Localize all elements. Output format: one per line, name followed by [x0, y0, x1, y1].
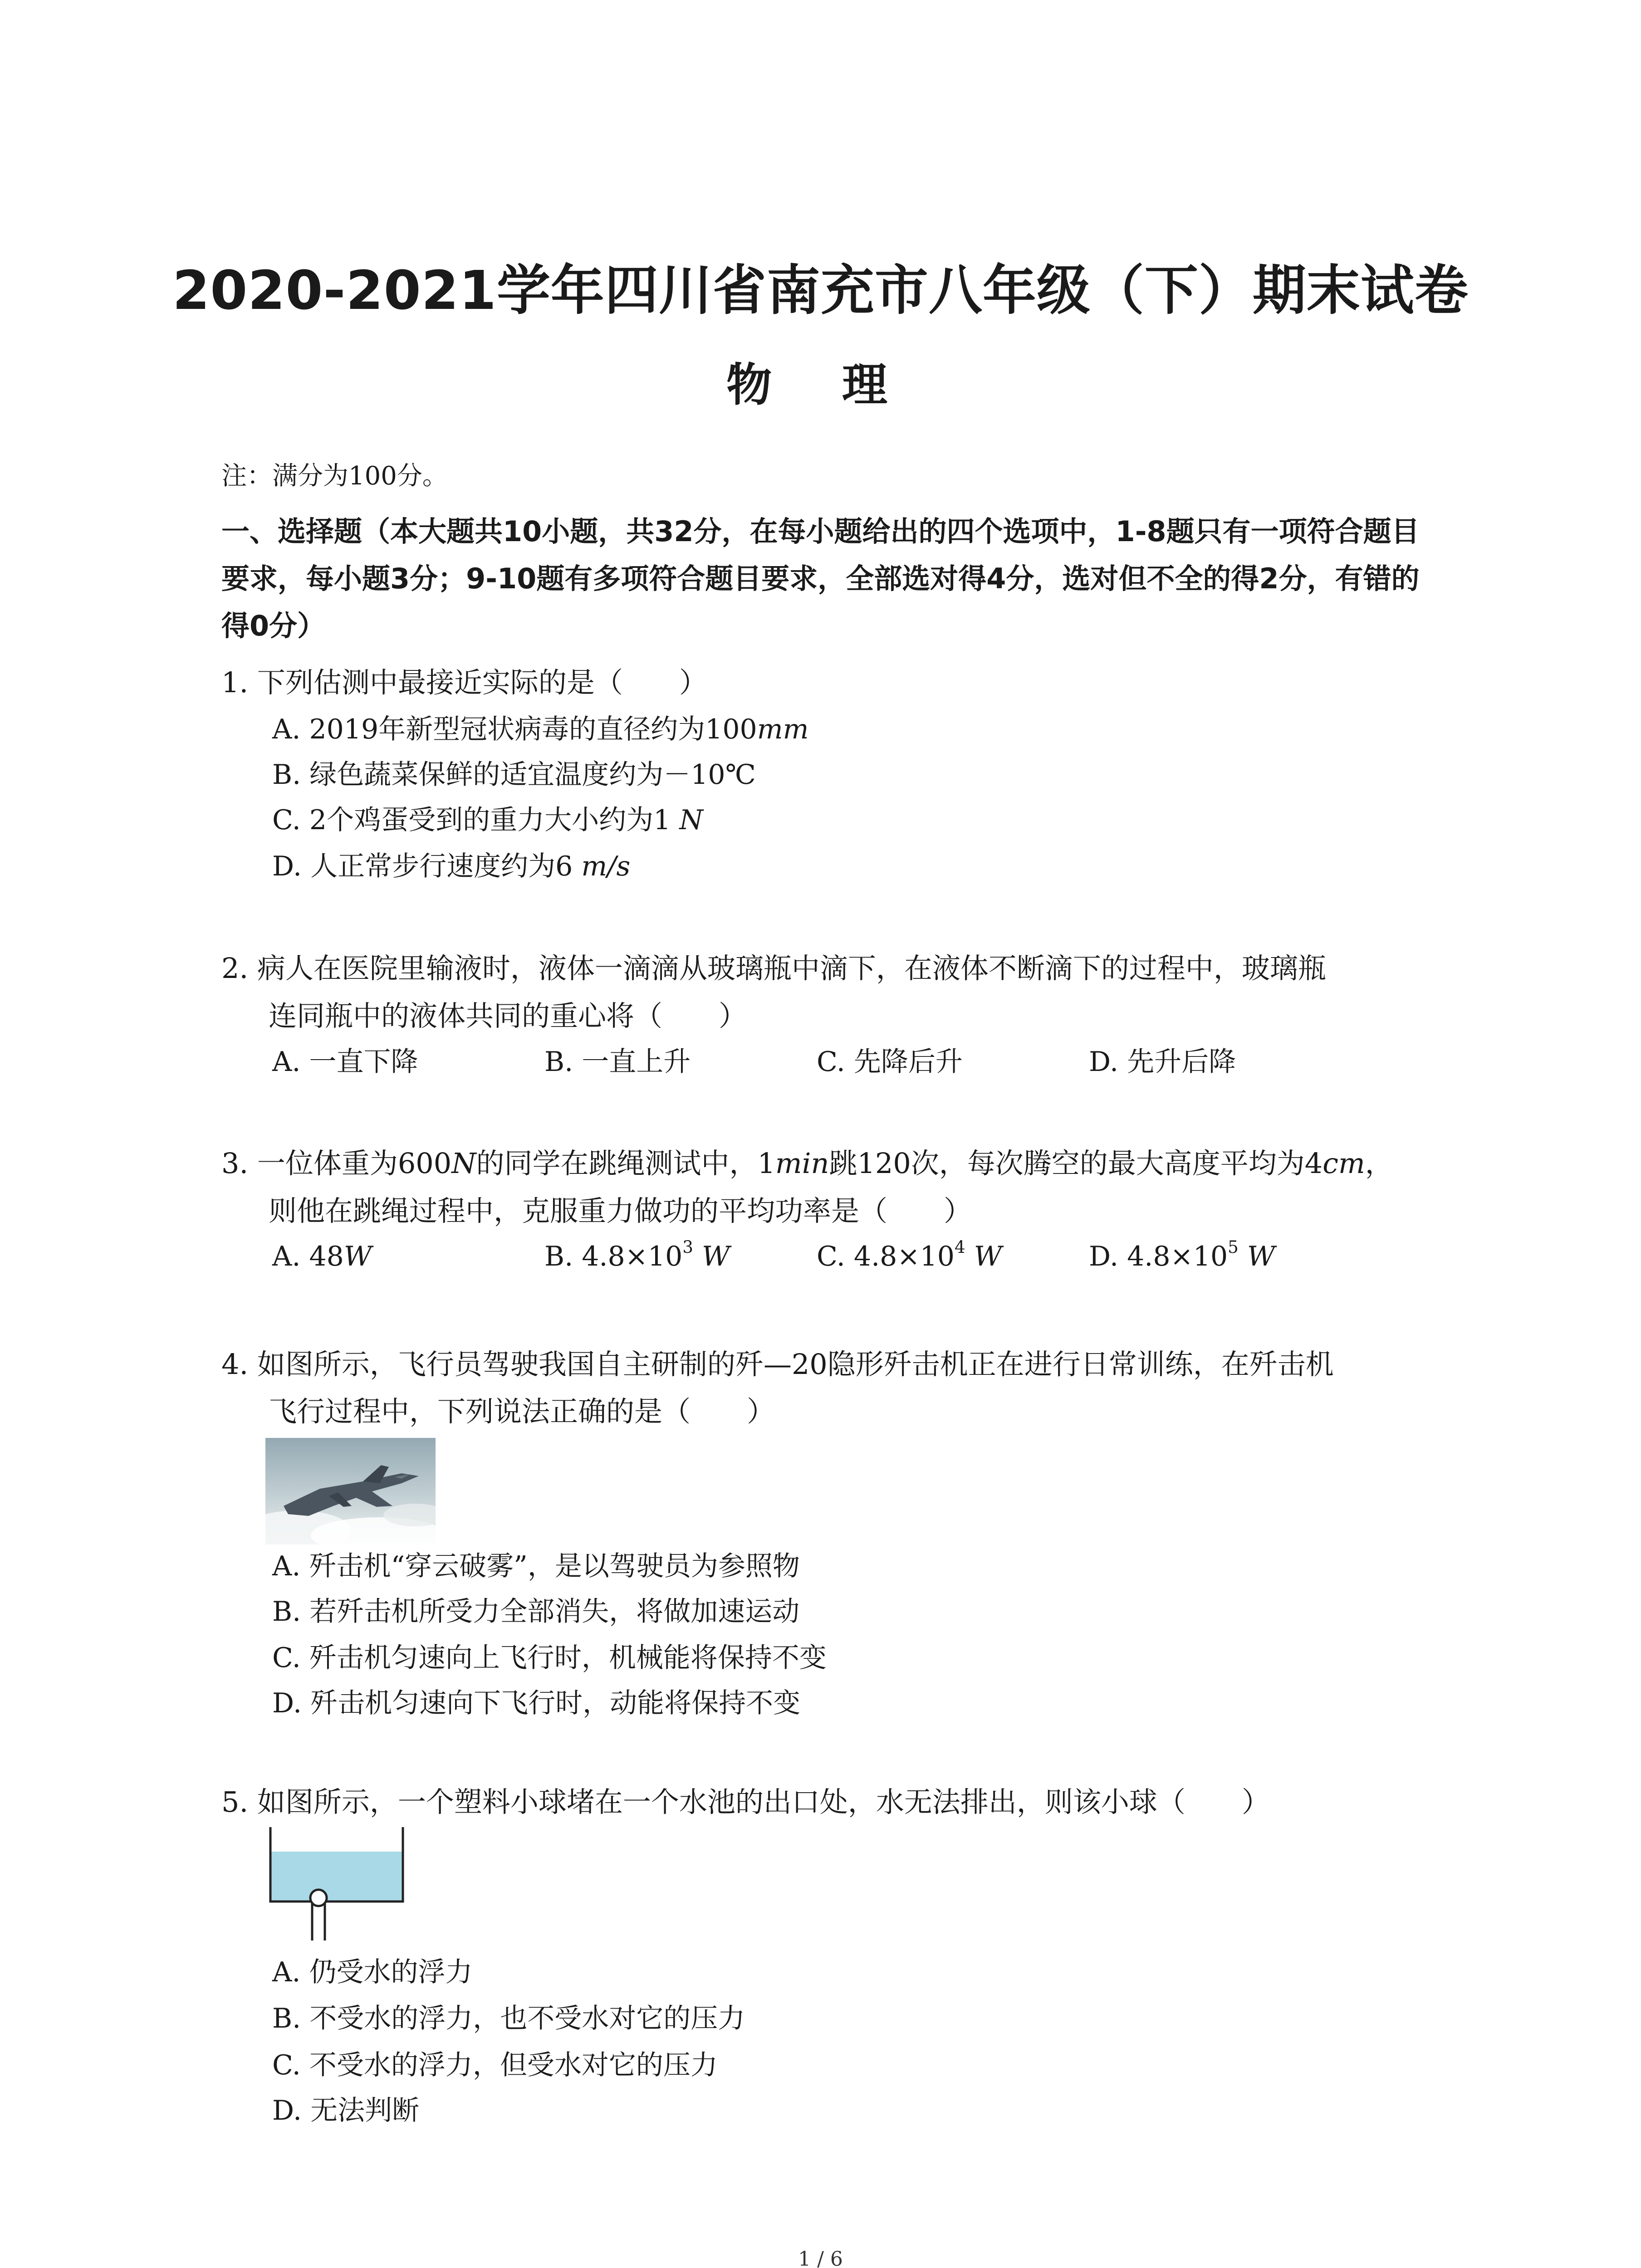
- q3-stem-unit-min: min: [775, 1147, 829, 1180]
- q3-stem-unit-cm: cm: [1323, 1147, 1365, 1180]
- subject-title: 物 理: [726, 358, 915, 411]
- q5-option-b: B. 不受水的浮力，也不受水对它的压力: [272, 2003, 745, 2034]
- q3-option-c-unit: W: [965, 1241, 1002, 1272]
- question-2-stem-line2: 连同瓶中的液体共同的重心将（ ）: [269, 999, 747, 1032]
- question-4-stem-line2: 飞行过程中，下列说法正确的是（ ）: [269, 1395, 775, 1428]
- water-tank-diagram: [268, 1823, 408, 1941]
- q3-option-a-unit: W: [343, 1241, 372, 1272]
- q3-stem-part-a: 3. 一位体重为600: [221, 1147, 452, 1180]
- q3-option-a: [272, 1241, 372, 1272]
- q1-option-d-text: D. 人正常步行速度约为6: [272, 850, 582, 882]
- q1-option-a-text: A. 2019年新型冠状病毒的直径约为100: [272, 714, 757, 745]
- q3-option-b-exponent: 3: [682, 1237, 693, 1257]
- q3-option-d: [1089, 1237, 1275, 1272]
- question-5-stem: 5. 如图所示，一个塑料小球堵在一个水池的出口处，水无法排出，则该小球（ ）: [221, 1785, 1270, 1818]
- section-heading: 一、选择题（本大题共10小题，共32分，在每小题给出的四个选项中，1-8题只有一项符合题目要求，每小题3分；9-10题有多项符合题目要求，全部选对得4分，选对但不全的得2分，有错的得0分）: [221, 515, 1420, 642]
- question-1-stem: 1. 下列估测中最接近实际的是（ ）: [221, 666, 707, 699]
- q1-option-b: B. 绿色蔬菜保鲜的适宜温度约为－10℃: [272, 759, 756, 791]
- q3-option-a-text: A. 48: [272, 1241, 344, 1272]
- exam-title: 2020-2021学年四川省南充市八年级（下）期末试卷: [172, 259, 1469, 322]
- q3-option-d-text: D. 4.8×10: [1089, 1241, 1228, 1272]
- q3-stem-part-d: ，: [1365, 1147, 1393, 1180]
- question-4-stem-line1: 4. 如图所示，飞行员驾驶我国自主研制的歼—20隐形歼击机正在进行日常训练，在歼击机: [221, 1348, 1334, 1381]
- q1-option-c-unit: N: [679, 804, 703, 836]
- q4-option-b: B. 若歼击机所受力全部消失，将做加速运动: [272, 1596, 800, 1628]
- q5-option-a: A. 仍受水的浮力: [272, 1956, 473, 1988]
- q3-option-d-unit: W: [1238, 1241, 1275, 1272]
- q1-option-d: [272, 845, 630, 884]
- q4-option-a: A. 歼击机“穿云破雾”，是以驾驶员为参照物: [272, 1550, 800, 1582]
- q3-option-c-exponent: 4: [954, 1237, 965, 1257]
- question-3-stem-line1: [221, 1141, 1393, 1181]
- q3-stem-part-c: 跳120次，每次腾空的最大高度平均为4: [829, 1147, 1323, 1180]
- score-note: 注：满分为100分。: [221, 461, 448, 491]
- q5-option-d: D. 无法判断: [272, 2095, 420, 2126]
- q3-stem-unit-n: N: [451, 1147, 476, 1180]
- q1-option-c: [272, 798, 703, 837]
- q1-option-c-text: C. 2个鸡蛋受到的重力大小约为1: [272, 804, 680, 836]
- q1-option-a-unit: mm: [757, 714, 809, 745]
- q3-stem-part-b: 的同学在跳绳测试中，1: [476, 1147, 775, 1180]
- question-2-stem-line1: 2. 病人在医院里输液时，液体一滴滴从玻璃瓶中滴下，在液体不断滴下的过程中，玻璃瓶: [221, 952, 1326, 985]
- stealth-fighter-jet-image: [265, 1438, 436, 1545]
- q4-option-c: C. 歼击机匀速向上飞行时，机械能将保持不变: [272, 1642, 827, 1674]
- q2-option-a: A. 一直下降: [272, 1046, 418, 1078]
- q3-option-b-text: B. 4.8×10: [544, 1241, 683, 1272]
- q4-option-d: D. 歼击机匀速向下飞行时，动能将保持不变: [272, 1687, 801, 1719]
- q3-option-d-exponent: 5: [1228, 1237, 1239, 1257]
- q5-option-c: C. 不受水的浮力，但受水对它的压力: [272, 2049, 718, 2081]
- q2-option-c: C. 先降后升: [817, 1046, 963, 1078]
- q2-option-d: D. 先升后降: [1089, 1046, 1236, 1078]
- q3-option-c-text: C. 4.8×10: [817, 1241, 955, 1272]
- q2-option-b: B. 一直上升: [544, 1046, 691, 1078]
- q3-option-b-unit: W: [693, 1241, 730, 1272]
- q3-option-b: [544, 1237, 730, 1272]
- q1-option-d-unit: m/s: [581, 850, 631, 882]
- page-number: 1 / 6: [798, 2248, 843, 2268]
- question-3-stem-line2: 则他在跳绳过程中，克服重力做功的平均功率是（ ）: [269, 1194, 972, 1227]
- q3-option-c: [817, 1237, 1002, 1272]
- q1-option-a: [272, 708, 809, 747]
